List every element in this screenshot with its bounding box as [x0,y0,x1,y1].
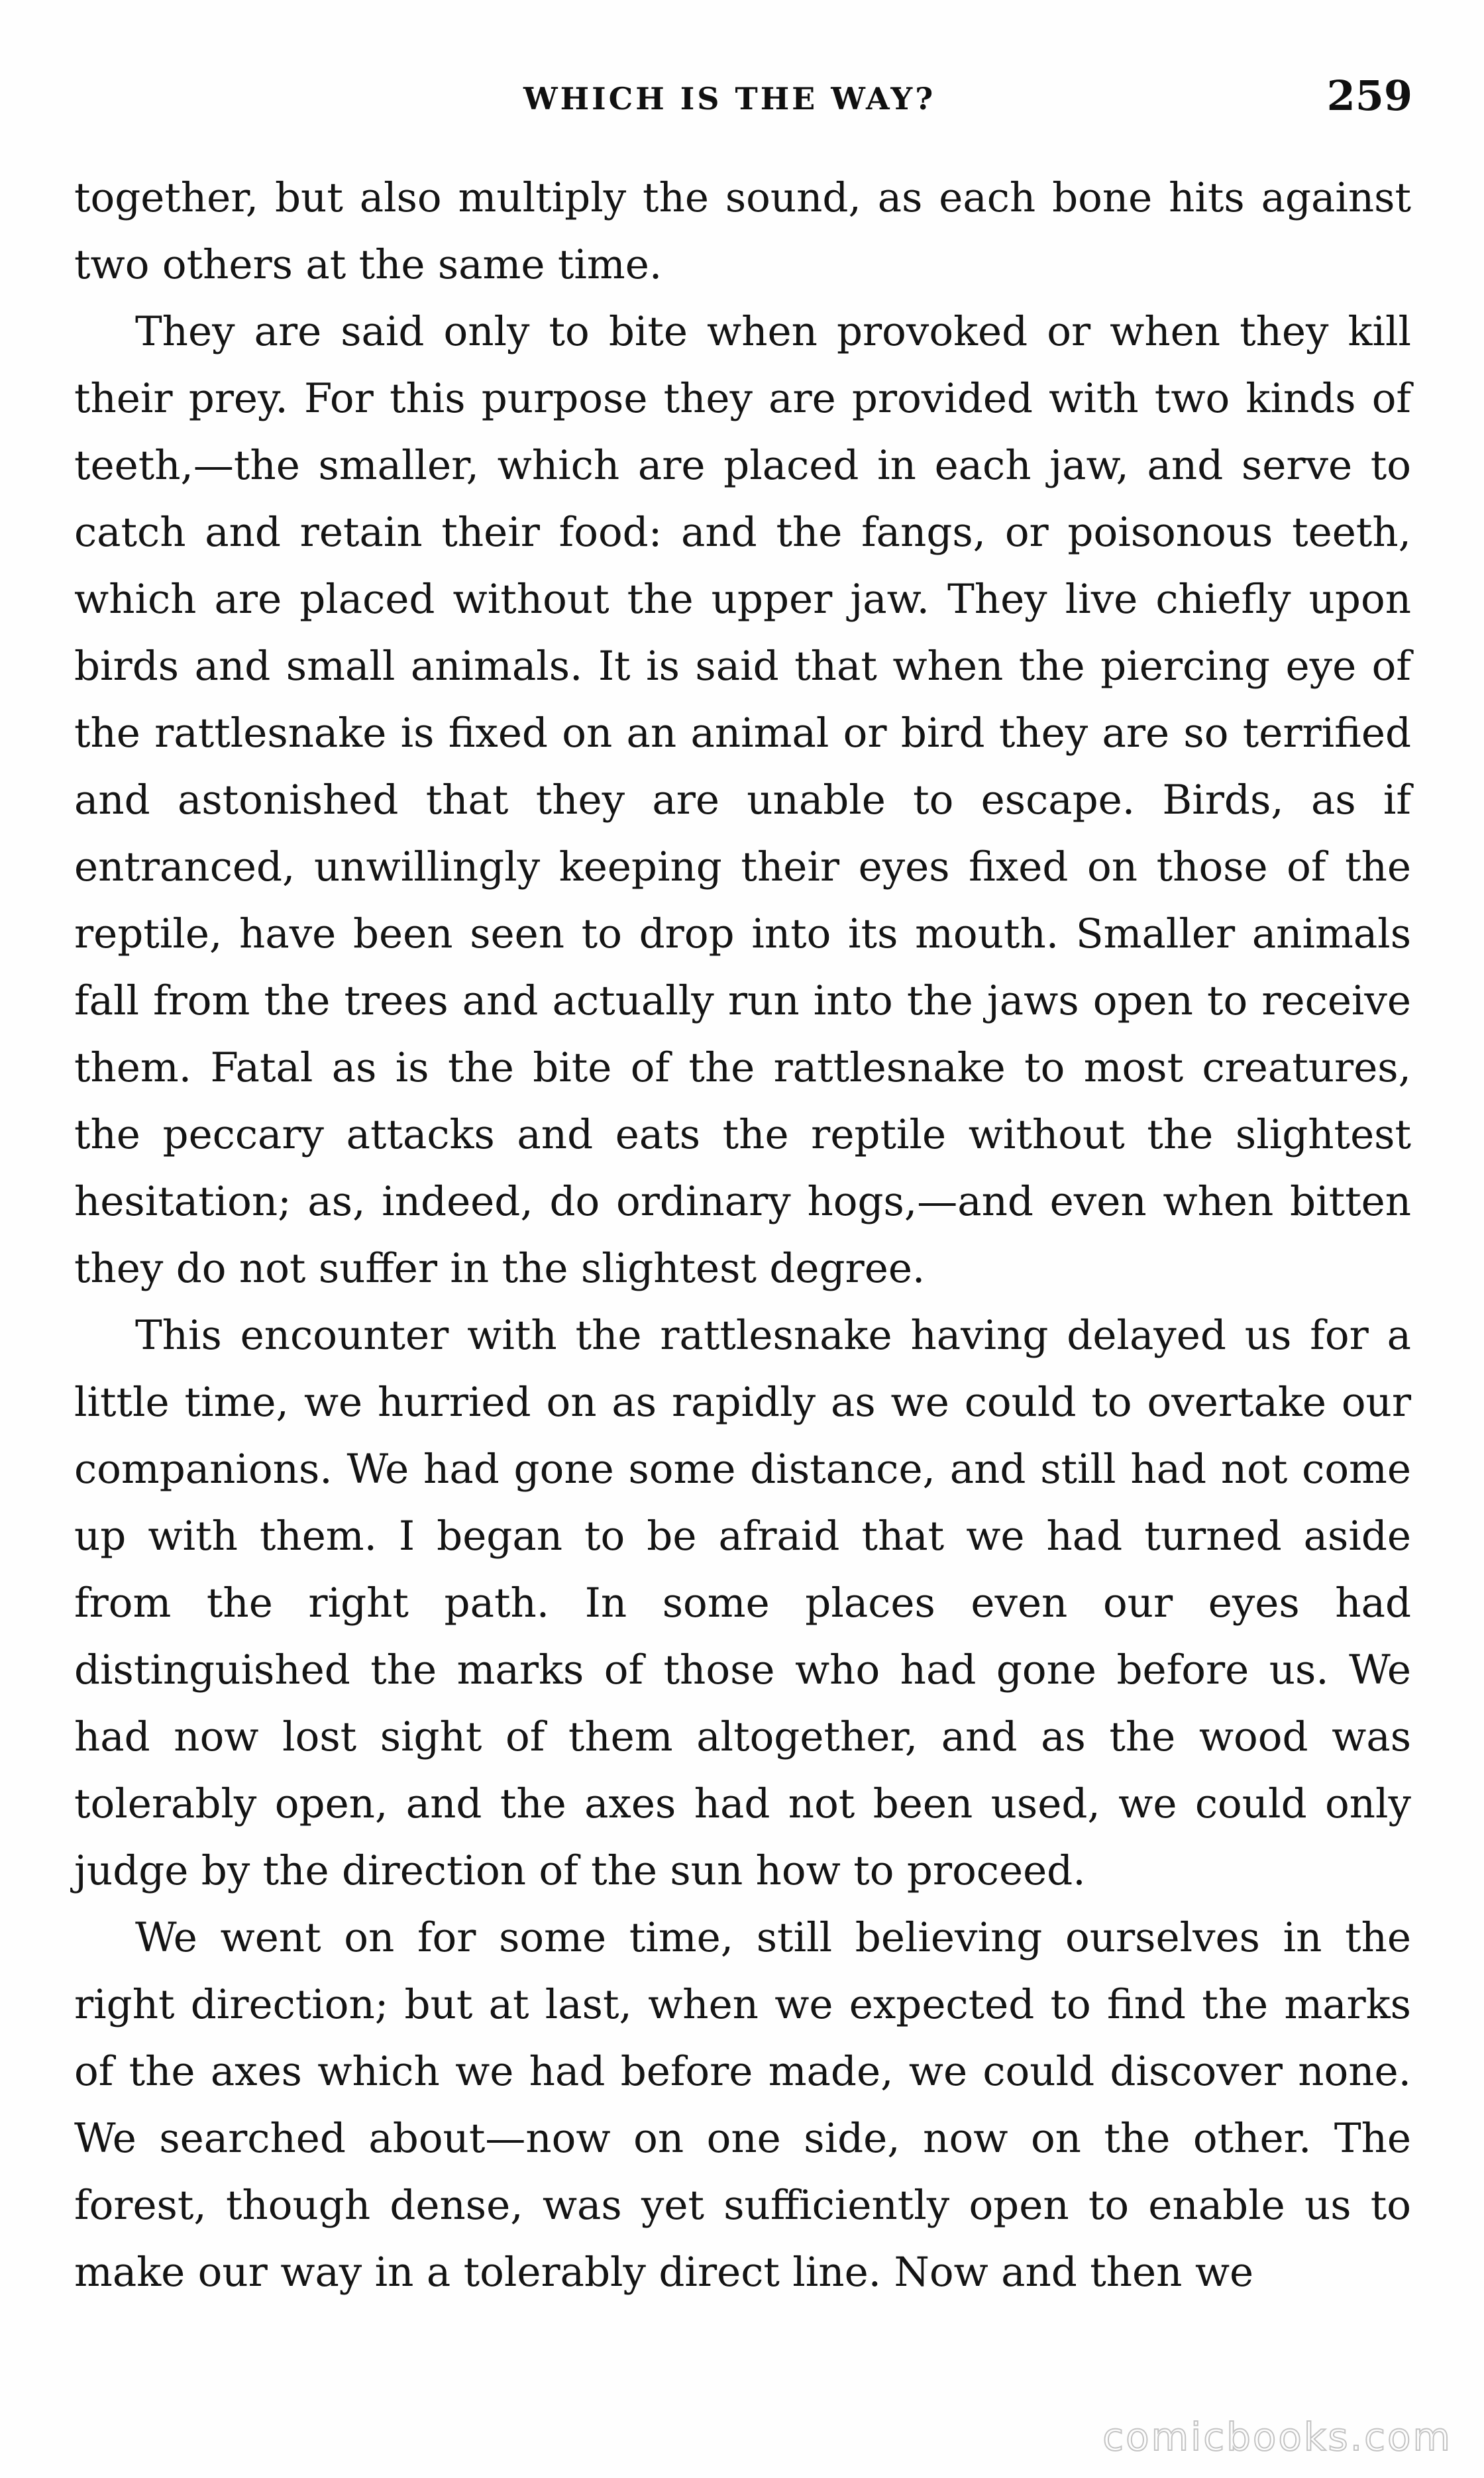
page-header [0,72,1484,131]
page-number: 259 [1326,72,1412,120]
paragraph-searching: We went on for some time, still believing ourselves in the right direction; but at last, when we expected to find the marks of the axes which we had before made, we could discover none. We searched about—now on one side, now on the other. The forest, though dense, was yet sufficiently open to enable us to make our way in a tolerably direct line. Now and then we [74,1914,1411,2296]
paragraph-continued: together, but also multiply the sound, as each bone hits against two others at the same time. [74,174,1411,288]
paragraph-rattlesnake-teeth: They are said only to bite when provoked or when they kill their prey. For this purpose they are provided with two kinds of teeth,—the smaller, which are placed in each jaw, and serve to catch and retain their food: and the fangs, or poisonous teeth, which are placed without the upper jaw. They live chiefly upon birds and small animals. It is said that when the piercing eye of the rattlesnake is fixed on an animal or bird they are so terrified and astonished that they are unable to escape. Birds, as if entranced, unwillingly keeping their eyes fixed on those of the reptile, have been seen to drop into its mouth. Smaller animals fall from the trees and actually run into the jaws open to receive them. Fatal as is the bite of the rattlesnake to most creatures, the peccary attacks and eats the reptile without the slightest hesitation; as, indeed, do ordinary hogs,—and even when bitten they do not suffer in the slightest degree. [74,308,1411,1292]
paragraph-encounter: This encounter with the rattlesnake having delayed us for a little time, we hurried on as rapidly as we could to overtake our companions. We had gone some distance, and still had not come up with them. I began to be afraid that we had turned aside from the right path. In some places even our eyes had distinguished the marks of those who had gone before us. We had now lost sight of them altogether, and as the wood was tolerably open, and the axes had not been used, we could only judge by the direction of the sun how to proceed. [74,1312,1411,1894]
body-text [74,164,1411,2306]
running-head: WHICH IS THE WAY? [523,81,936,117]
watermark-logo: comicbooks.com [1102,2414,1452,2459]
